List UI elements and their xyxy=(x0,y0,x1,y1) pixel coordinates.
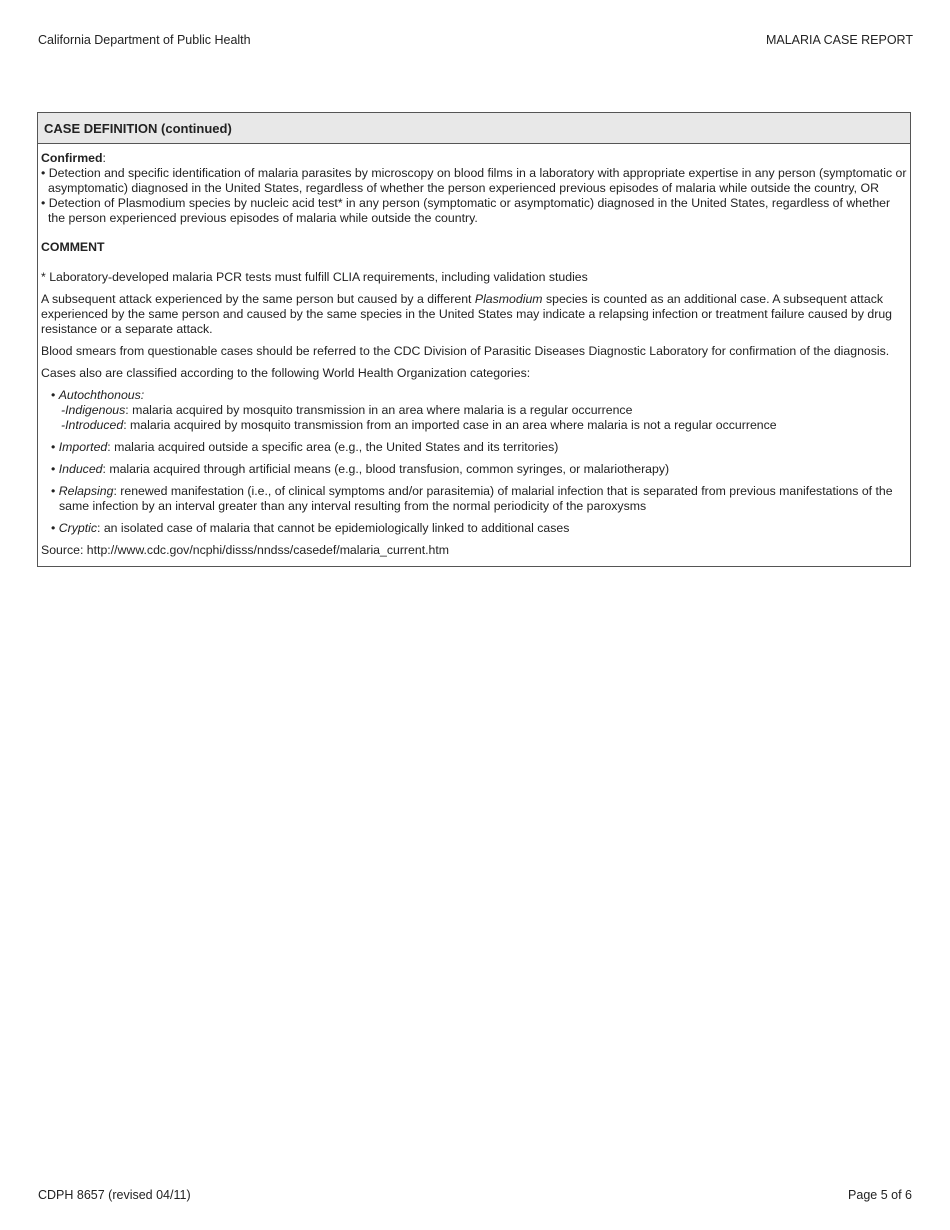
case-definition-section xyxy=(37,112,911,567)
comment-heading: COMMENT xyxy=(41,240,105,254)
confirmed-suffix: : xyxy=(102,151,106,165)
blood-smears-paragraph: Blood smears from questionable cases should be referred to the CDC Division of Parasitic Diseases Diagnostic Laboratory for confirmation of the diagnosis. xyxy=(41,344,890,358)
category-relapsing xyxy=(41,484,907,514)
relapsing-term: Relapsing xyxy=(58,484,114,498)
section-body xyxy=(38,144,910,566)
introduced-term: -Introduced xyxy=(61,418,124,432)
subsequent-text-end: species is counted as an additional case. A subsequent attack experienced by the same person and caused by the same species in the United States may indicate a relapsing infection or treatment failure caused by drug resistance or a separate attack. xyxy=(41,292,893,336)
page-number: Page 5 of 6 xyxy=(848,1188,912,1202)
cryptic-term: Cryptic xyxy=(58,521,97,535)
imported-term: Imported xyxy=(58,440,108,454)
confirmed-label: Confirmed xyxy=(41,151,103,165)
introduced-line xyxy=(59,418,907,433)
category-imported xyxy=(41,440,907,455)
relapsing-text: : renewed manifestation (i.e., of clinical symptoms and/or parasitemia) of malarial infection that is separated from previous manifestations of the same infection by an interval greater than any interval resulting from the normal periodicity of the paroxysms xyxy=(59,484,893,513)
bullet-glyph: • xyxy=(51,388,59,402)
cryptic-text: : an isolated case of malaria that cannot be epidemiologically linked to additional cases xyxy=(97,521,570,535)
autochthonous-term: Autochthonous: xyxy=(58,388,145,402)
who-intro: Cases also are classified according to the following World Health Organization categories: xyxy=(41,366,531,380)
induced-term: Induced xyxy=(58,462,103,476)
category-cryptic xyxy=(41,521,907,536)
section-title: CASE DEFINITION (continued) xyxy=(38,113,910,144)
category-induced xyxy=(41,462,907,477)
pcr-footnote: * Laboratory-developed malaria PCR tests must fulfill CLIA requirements, including validation studies xyxy=(41,270,588,284)
indigenous-term: -Indigenous xyxy=(61,403,126,417)
confirmed-heading xyxy=(41,151,907,166)
form-number: CDPH 8657 (revised 04/11) xyxy=(38,1188,191,1202)
header-report-title: MALARIA CASE REPORT xyxy=(765,33,913,47)
confirmed-bullet-microscopy: • Detection and specific identification of malaria parasites by microscopy on blood films in a laboratory with appropriate expertise in any person (symptomatic or asymptomatic) diagnosed in the United States, regardless of whether the person experienced previous episodes of malaria while outside the country, OR xyxy=(41,166,907,195)
indigenous-text: : malaria acquired by mosquito transmission in an area where malaria is a regular occurrence xyxy=(125,403,633,417)
subsequent-attack-paragraph xyxy=(41,292,907,337)
induced-text: : malaria acquired through artificial means (e.g., blood transfusion, common syringes, or malariotherapy) xyxy=(102,462,670,476)
imported-text: : malaria acquired outside a specific area (e.g., the United States and its territories) xyxy=(107,440,559,454)
subsequent-text-start: A subsequent attack experienced by the same person but caused by a different xyxy=(41,292,475,306)
introduced-text: : malaria acquired by mosquito transmission from an imported case in an area where malaria is not a regular occurrence xyxy=(123,418,777,432)
bullet-glyph: • xyxy=(51,462,59,476)
header-agency: California Department of Public Health xyxy=(38,33,251,47)
bullet-glyph: • xyxy=(51,484,59,498)
indigenous-line xyxy=(59,403,907,418)
bullet-glyph: • xyxy=(51,440,59,454)
plasmodium-term: Plasmodium xyxy=(474,292,543,306)
category-autochthonous xyxy=(41,388,907,433)
source-citation: Source: http://www.cdc.gov/ncphi/disss/nndss/casedef/malaria_current.htm xyxy=(41,543,450,557)
bullet-glyph: • xyxy=(51,521,59,535)
confirmed-bullet-nucleic-acid: • Detection of Plasmodium species by nucleic acid test* in any person (symptomatic or asymptomatic) diagnosed in the United States, regardless of whether the person experienced previous episodes of malaria while outside the country. xyxy=(41,196,891,225)
